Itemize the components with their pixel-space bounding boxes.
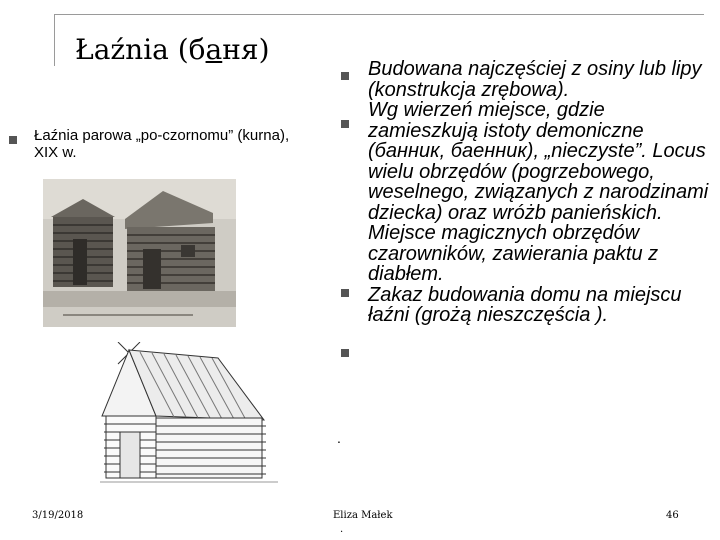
page-number: 46 (666, 510, 679, 521)
right-bullet-text: Zakaz budowania domu na miejscu łaźni (grożą nieszczęścia ). (368, 283, 682, 326)
slide-title: Łaźnia (баня) (75, 33, 270, 66)
footer-author: Eliza Małek (333, 510, 393, 521)
bullet-icon (341, 72, 349, 80)
right-bullet-text: Wg wierzeń miejsce, gdzie zamieszkują istoty demoniczne (банник, баенник), „nieczyste”. Locus wielu obrzędów (pogrzebowego, weselnego, związanych z narodzinami dziecka) oraz wróżb panieńskich. (368, 99, 709, 224)
left-bullet-text: Łaźnia parowa „po-czornomu” (kurna), XIX w. (34, 127, 290, 161)
title-divider (54, 14, 55, 66)
header-rule (54, 14, 704, 15)
bathhouse-drawing (100, 342, 280, 488)
bullet-icon (9, 136, 17, 144)
trailing-dot: . (337, 430, 341, 446)
footer-author-dot: . (340, 524, 344, 535)
bullet-icon (341, 289, 349, 297)
bullet-icon (341, 120, 349, 128)
footer-date: 3/19/2018 (32, 510, 84, 521)
right-bullet-text: Miejsce magicznych obrzędów czarowników, zawierania paktu z diabłem. (368, 222, 659, 285)
bullet-icon (341, 349, 349, 357)
bathhouse-photo (43, 179, 236, 327)
right-bullet-text: Budowana najczęściej z osiny lub lipy (konstrukcja zrębowa). (368, 58, 702, 101)
right-bullet-list (368, 59, 720, 326)
